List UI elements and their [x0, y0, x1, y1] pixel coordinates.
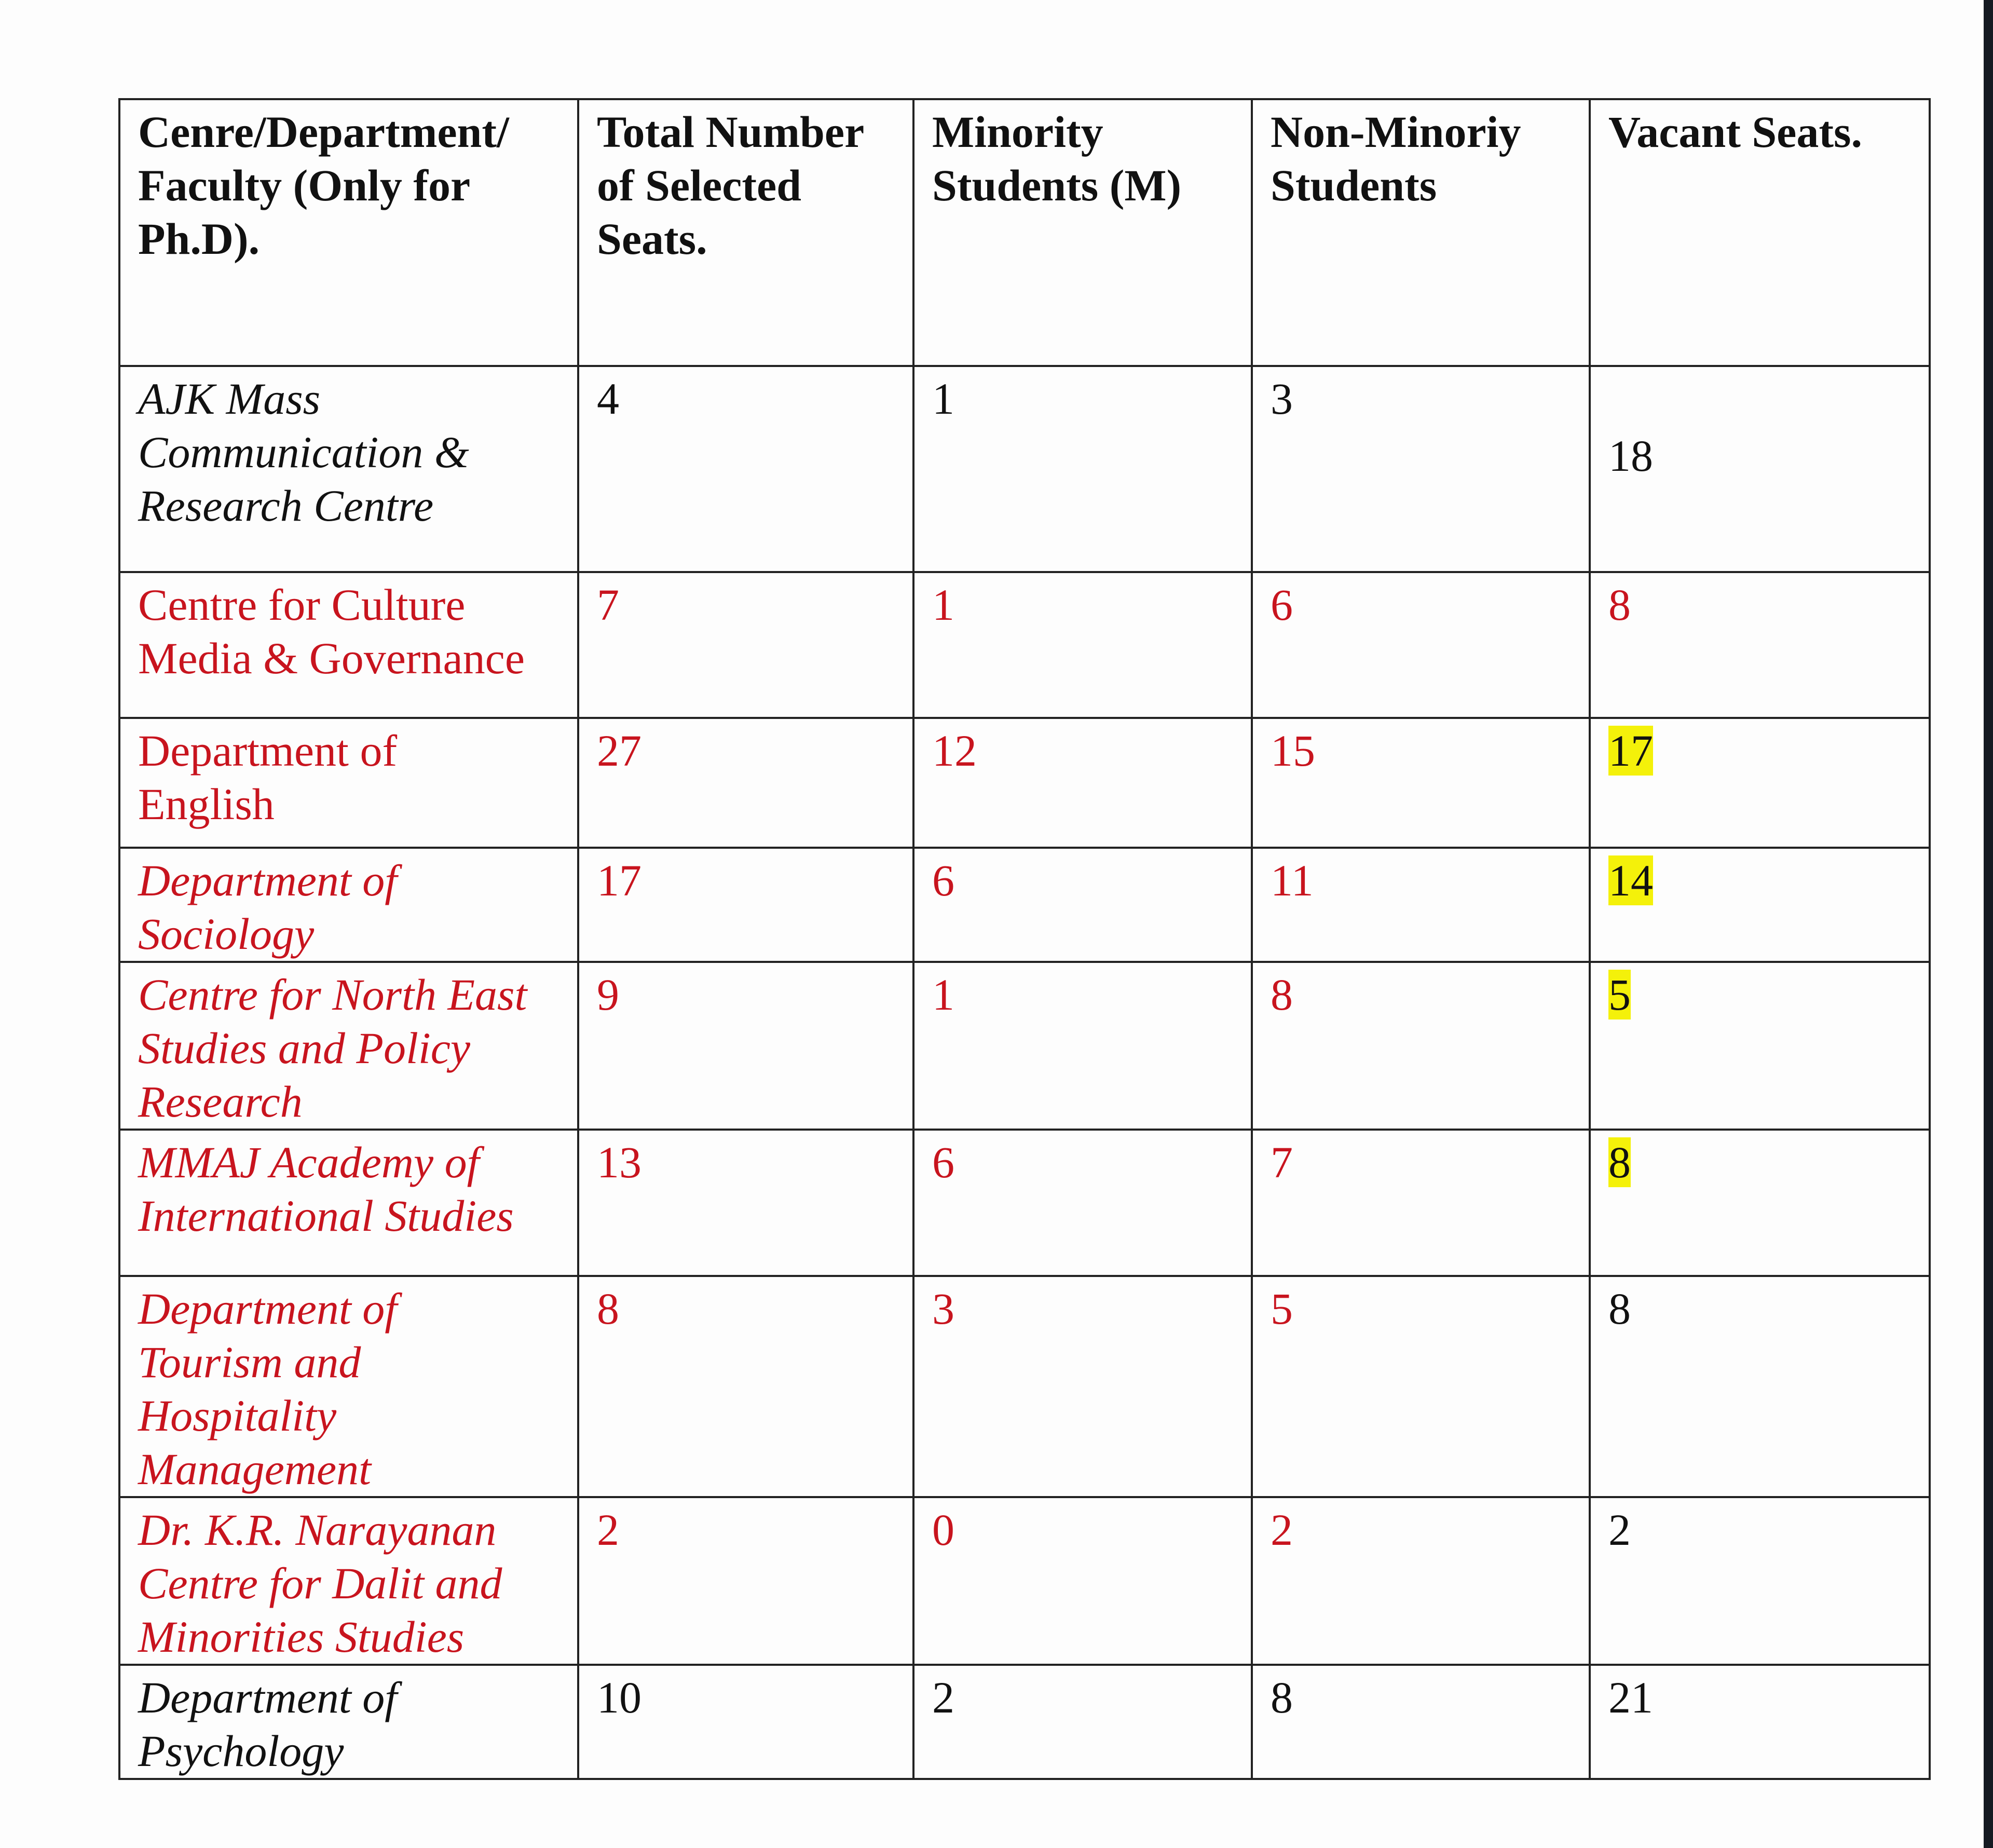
department-name: Department of Psychology [119, 1665, 578, 1779]
header-department: Cenre/Department/ Faculty (Only for Ph.D). [119, 99, 578, 366]
total-cell: 4 [578, 366, 913, 572]
table-row [119, 572, 1930, 718]
header-total: Total Number of Selected Seats. [578, 99, 913, 366]
non-minority-cell: 8 [1252, 1665, 1590, 1779]
total-cell: 7 [578, 572, 913, 718]
vacant-cell: 18 [1590, 366, 1930, 572]
minority-cell: 2 [913, 1665, 1252, 1779]
header-non-minority: Non-Minoriy Students [1252, 99, 1590, 366]
minority-cell: 3 [913, 1276, 1252, 1497]
table-row [119, 366, 1930, 572]
table-row [119, 1130, 1930, 1276]
minority-cell: 0 [913, 1497, 1252, 1665]
minority-cell: 6 [913, 848, 1252, 962]
header-vacant: Vacant Seats. [1590, 99, 1930, 366]
department-name: Centre for North East Studies and Policy Research [119, 962, 578, 1130]
window-edge [1984, 0, 1993, 1848]
department-name: AJK Mass Communication & Research Centre [119, 366, 578, 572]
department-name: Dr. K.R. Narayanan Centre for Dalit and Minorities Studies [119, 1497, 578, 1665]
non-minority-cell: 3 [1252, 366, 1590, 572]
vacant-cell [1590, 848, 1930, 962]
table-row [119, 1276, 1930, 1497]
department-name: Department of English [119, 718, 578, 848]
vacant-cell: 8 [1590, 572, 1930, 718]
total-cell: 27 [578, 718, 913, 848]
non-minority-cell: 15 [1252, 718, 1590, 848]
non-minority-cell: 6 [1252, 572, 1590, 718]
highlighted-value: 14 [1608, 855, 1653, 905]
non-minority-cell: 11 [1252, 848, 1590, 962]
table-row [119, 962, 1930, 1130]
minority-cell: 6 [913, 1130, 1252, 1276]
total-cell: 8 [578, 1276, 913, 1497]
department-name: MMAJ Academy of International Studies [119, 1130, 578, 1276]
highlighted-value: 8 [1608, 1137, 1631, 1187]
highlighted-value: 17 [1608, 726, 1653, 776]
total-cell: 17 [578, 848, 913, 962]
department-name: Department of Tourism and Hospitality Management [119, 1276, 578, 1497]
vacant-cell [1590, 962, 1930, 1130]
non-minority-cell: 8 [1252, 962, 1590, 1130]
minority-cell: 1 [913, 366, 1252, 572]
vacant-cell: 21 [1590, 1665, 1930, 1779]
table-row [119, 1497, 1930, 1665]
total-cell: 2 [578, 1497, 913, 1665]
vacant-cell: 8 [1590, 1276, 1930, 1497]
total-cell: 9 [578, 962, 913, 1130]
minority-cell: 1 [913, 962, 1252, 1130]
total-cell: 13 [578, 1130, 913, 1276]
minority-cell: 1 [913, 572, 1252, 718]
seat-table [118, 98, 1931, 1780]
minority-cell: 12 [913, 718, 1252, 848]
header-minority: Minority Students (M) [913, 99, 1252, 366]
vacant-cell [1590, 718, 1930, 848]
vacant-cell [1590, 1130, 1930, 1276]
table-row [119, 718, 1930, 848]
non-minority-cell: 5 [1252, 1276, 1590, 1497]
department-name: Department of Sociology [119, 848, 578, 962]
non-minority-cell: 2 [1252, 1497, 1590, 1665]
highlighted-value: 5 [1608, 970, 1631, 1020]
table-row [119, 1665, 1930, 1779]
total-cell: 10 [578, 1665, 913, 1779]
table-row [119, 848, 1930, 962]
department-name: Centre for Culture Media & Governance [119, 572, 578, 718]
non-minority-cell: 7 [1252, 1130, 1590, 1276]
vacant-cell: 2 [1590, 1497, 1930, 1665]
header-row [119, 99, 1930, 366]
